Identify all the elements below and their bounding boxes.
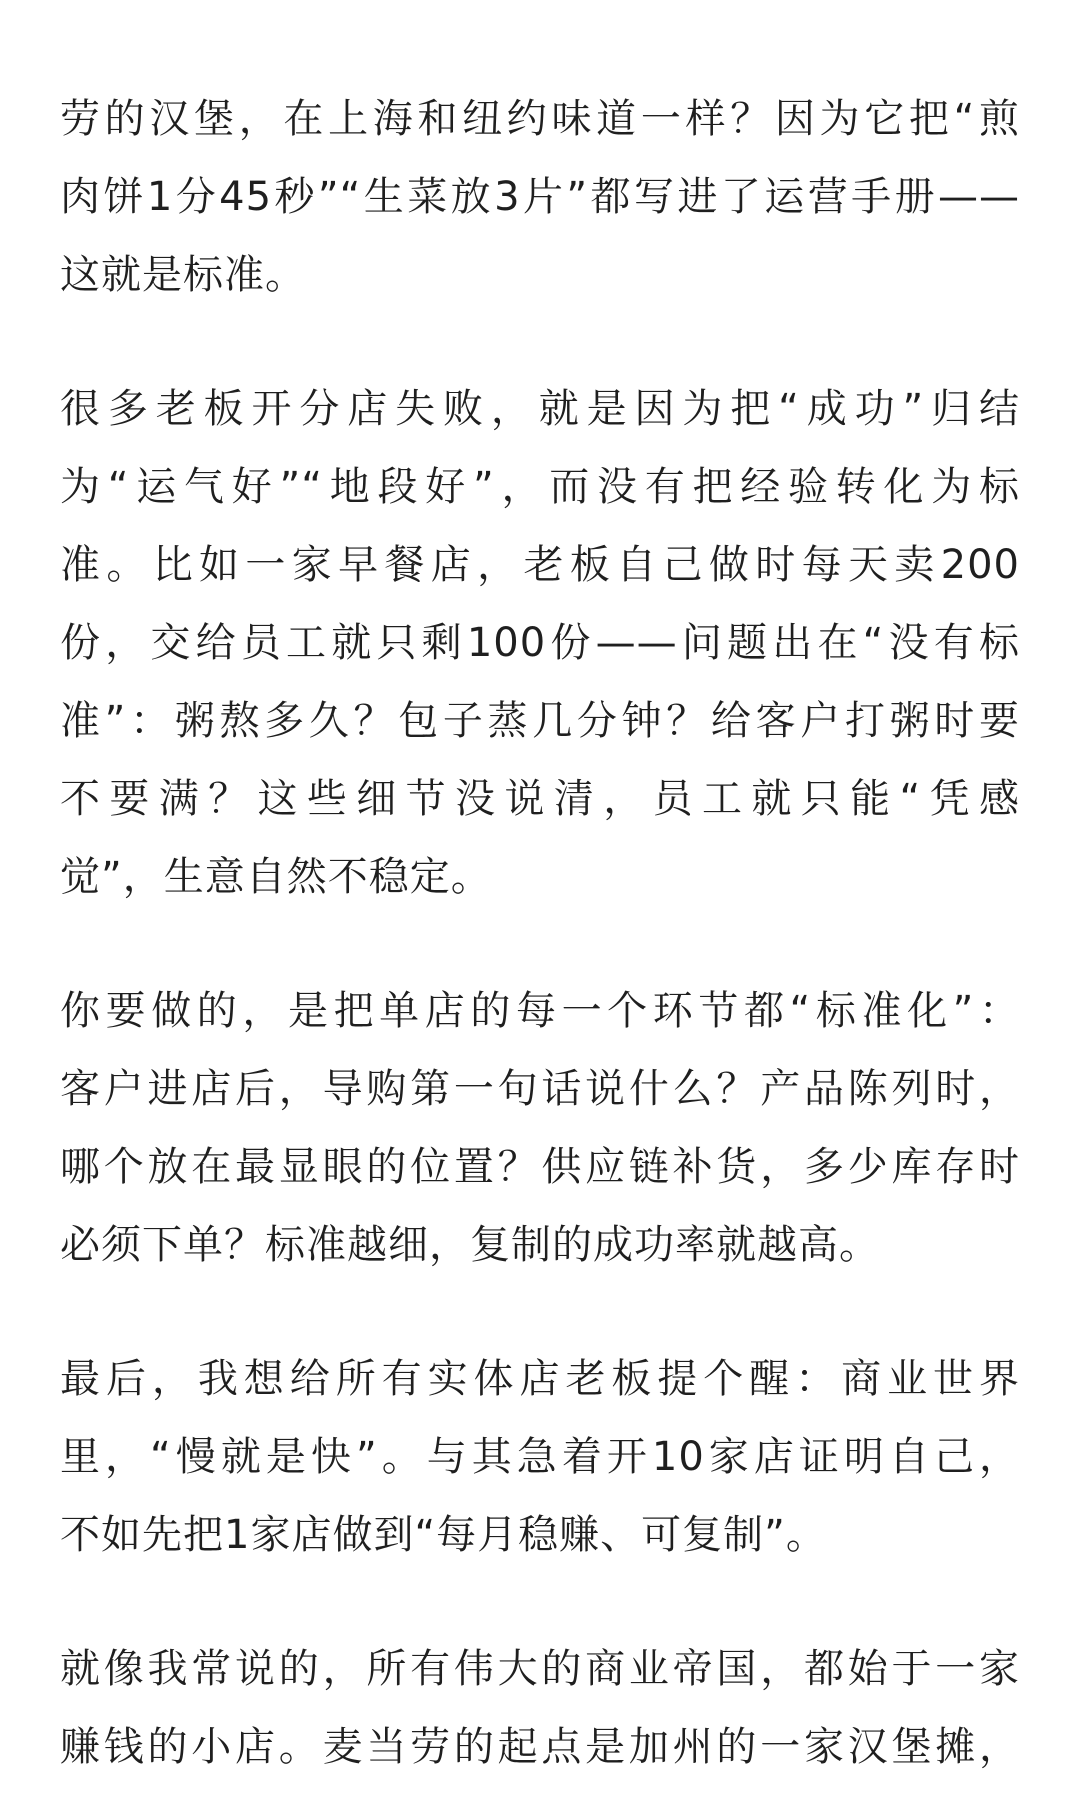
paragraph-5: [60, 1630, 1020, 1786]
text-line: 不要满？这些细节没说清，员工就只能“凭感: [60, 776, 1020, 822]
text-line: 里，“慢就是快”。与其急着开10家店证明自己，: [60, 1434, 1020, 1480]
text-line: 肉饼1分45秒”“生菜放3片”都写进了运营手册——: [60, 174, 1020, 220]
text-line: 不如先把1家店做到“每月稳赚、可复制”。: [60, 1512, 827, 1558]
text-line: 就像我常说的，所有伟大的商业帝国，都始于一家: [60, 1646, 1020, 1692]
text-line: 赚钱的小店。麦当劳的起点是加州的一家汉堡摊，: [60, 1724, 1020, 1770]
text-line: 准。比如一家早餐店，老板自己做时每天卖200: [60, 542, 1020, 588]
paragraph-4: [60, 1340, 1020, 1574]
text-line: 你要做的，是把单店的每一个环节都“标准化”：: [60, 988, 1020, 1034]
text-line: 客户进店后，导购第一句话说什么？产品陈列时，: [60, 1066, 1020, 1112]
paragraph-2: [60, 370, 1020, 916]
text-line: 很多老板开分店失败，就是因为把“成功”归结: [60, 386, 1020, 432]
text-line: 劳的汉堡，在上海和纽约味道一样？因为它把“煎: [60, 96, 1020, 142]
text-line: 觉”，生意自然不稳定。: [60, 854, 492, 900]
text-line: 为“运气好”“地段好”，而没有把经验转化为标: [60, 464, 1020, 510]
text-line: 份，交给员工就只剩100份——问题出在“没有标: [60, 620, 1020, 666]
text-line: 必须下单？标准越细，复制的成功率就越高。: [60, 1222, 880, 1268]
paragraph-1: [60, 80, 1020, 314]
text-line: 准”：粥熬多久？包子蒸几分钟？给客户打粥时要: [60, 698, 1020, 744]
text-line: 这就是标准。: [60, 252, 306, 298]
text-line: 哪个放在最显眼的位置？供应链补货，多少库存时: [60, 1144, 1020, 1190]
text-line: 最后，我想给所有实体店老板提个醒：商业世界: [60, 1356, 1020, 1402]
paragraph-3: [60, 972, 1020, 1284]
